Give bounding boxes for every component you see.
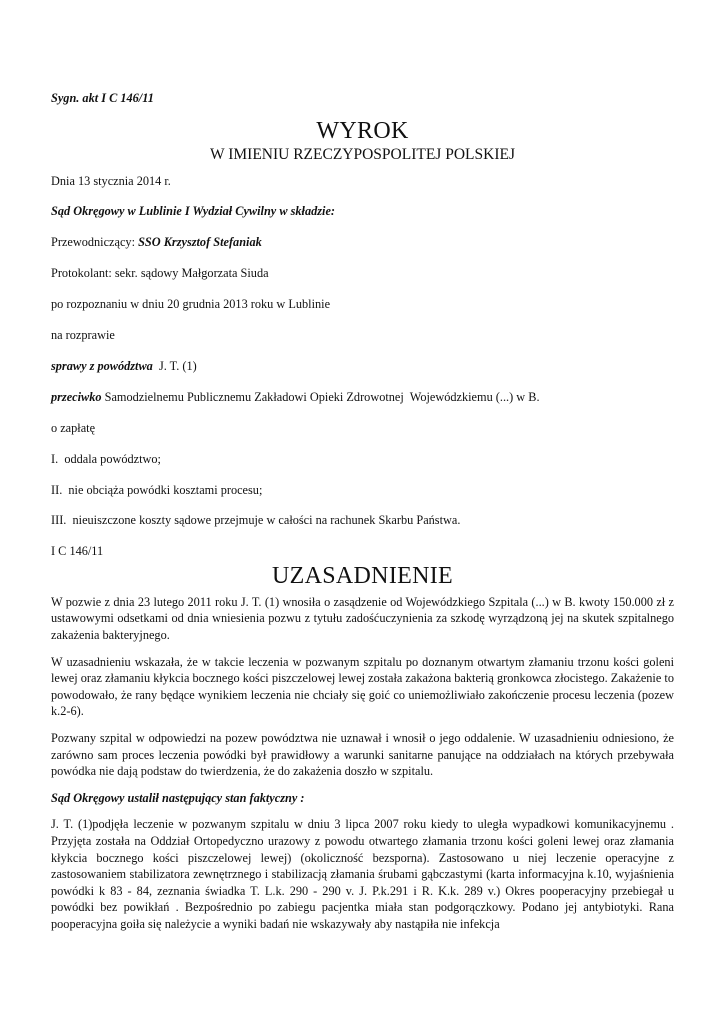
judgment-date: Dnia 13 stycznia 2014 r. (51, 173, 171, 188)
against-line (51, 389, 674, 406)
justification-paragraph: W pozwie z dnia 23 lutego 2011 roku J. T. (1) wnosiła o zasądzenie od Wojewódzkiego Szpitala (...) w B. kwoty 150.000 zł z ustawowymi odsetkami od dnia wniesienia pozwu z tytułu zadośćuczynienia za szkodę wyrządzoną jej na skutek szpitalnego zakażenia bakteryjnego. (51, 594, 674, 643)
subject-line: o zapłatę (51, 420, 96, 435)
case-signature: Sygn. akt I C 146/11 (51, 91, 154, 105)
recorder-line: Protokolant: sekr. sądowy Małgorzata Siuda (51, 266, 269, 281)
court-composition: Sąd Okręgowy w Lublinie I Wydział Cywilny w składzie: (51, 204, 335, 219)
justification-paragraph: Pozwany szpital w odpowiedzi na pozew powództwa nie uznawał i wnosił o jego oddalenie. W uzasadnieniu odniesiono, że zarówno sam proces leczenia powódki był prawidłowy a warunki sanitarne panujące na oddziałach na których przebywała powódka nie dają podstaw do twierdzenia, że do zakażenia doszło w szpitalu. (51, 731, 674, 779)
against-label: przeciwko (51, 389, 102, 404)
document-title: WYROK (316, 117, 409, 144)
facts-heading: Sąd Okręgowy ustalił następujący stan faktyczny : (51, 790, 305, 805)
hearing-line: po rozpoznaniu w dniu 20 grudnia 2013 roku w Lublinie (51, 297, 331, 312)
document-subtitle: W IMIENIU RZECZYPOSPOLITEJ POLSKIEJ (210, 145, 515, 163)
ruling-item: III. nieuiszczone koszty sądowe przejmuje w całości na rachunek Skarbu Państwa. (51, 513, 461, 528)
case-label: sprawy z powództwa (51, 358, 153, 373)
case-reference: I C 146/11 (51, 544, 104, 559)
session-line: na rozprawie (51, 328, 115, 343)
chair-name: SSO Krzysztof Stefaniak (138, 235, 262, 250)
case-party: J. T. (1) (152, 358, 197, 373)
chair-line (51, 234, 674, 251)
facts-paragraph: J. T. (1)podjęła leczenie w pozwanym szpitalu w dniu 3 lipca 2007 roku kiedy to uległa wypadkowi komunikacyjnemu . Przyjęta została na Oddział Ortopedyczno urazowy z powodu otwartego złamania trzonu kości goleni lewej oraz złamania kłykcia bocznego kości piszczelowej lewej) (okoliczność bezsporna). Zastosowano u niej leczenie operacyjne z zastosowaniem stabilizatora zewnętrznego i stabilizacją złamania śrubami gąbczastymi (karta informacyjna k.10, wyjaśnienia powódki k 83 - 84, zeznania świadka T. L.k. 290 - 290 v. J. P.k.291 i R. K.k. 289 v.) Okres pooperacyjny przebiegał u powódki bez powikłań . Bezpośrednio po zabiegu pacjentka miała stan podgorączkowy. Podano jej antybiotyki. Rana pooperacyjna goiła się należycie a wyniki badań nie wskazywały aby nastąpiła nie infekcja (51, 817, 674, 931)
chair-label: Przewodniczący: (51, 235, 139, 250)
justification-title: UZASADNIENIE (272, 562, 453, 589)
justification-paragraph: W uzasadnieniu wskazała, że w takcie leczenia w pozwanym szpitalu po doznanym otwartym złamaniu trzonu kości goleni lewej oraz złamaniu kłykcia bocznego kości piszczelowej lewej została zakażona bakterią gronkowca złocistego. Zakażenie to powodowało, że rany będące wynikiem leczenia nie chciały się goić co uniemożliwiało zakończenie procesu leczenia (pozew k.2-6). (51, 654, 674, 719)
ruling-item: I. oddala powództwo; (51, 451, 161, 466)
against-party: Samodzielnemu Publicznemu Zakładowi Opieki Zdrowotnej Wojewódzkiemu (...) w B. (101, 389, 540, 404)
case-line (51, 358, 674, 375)
ruling-item: II. nie obciąża powódki kosztami procesu; (51, 482, 263, 497)
